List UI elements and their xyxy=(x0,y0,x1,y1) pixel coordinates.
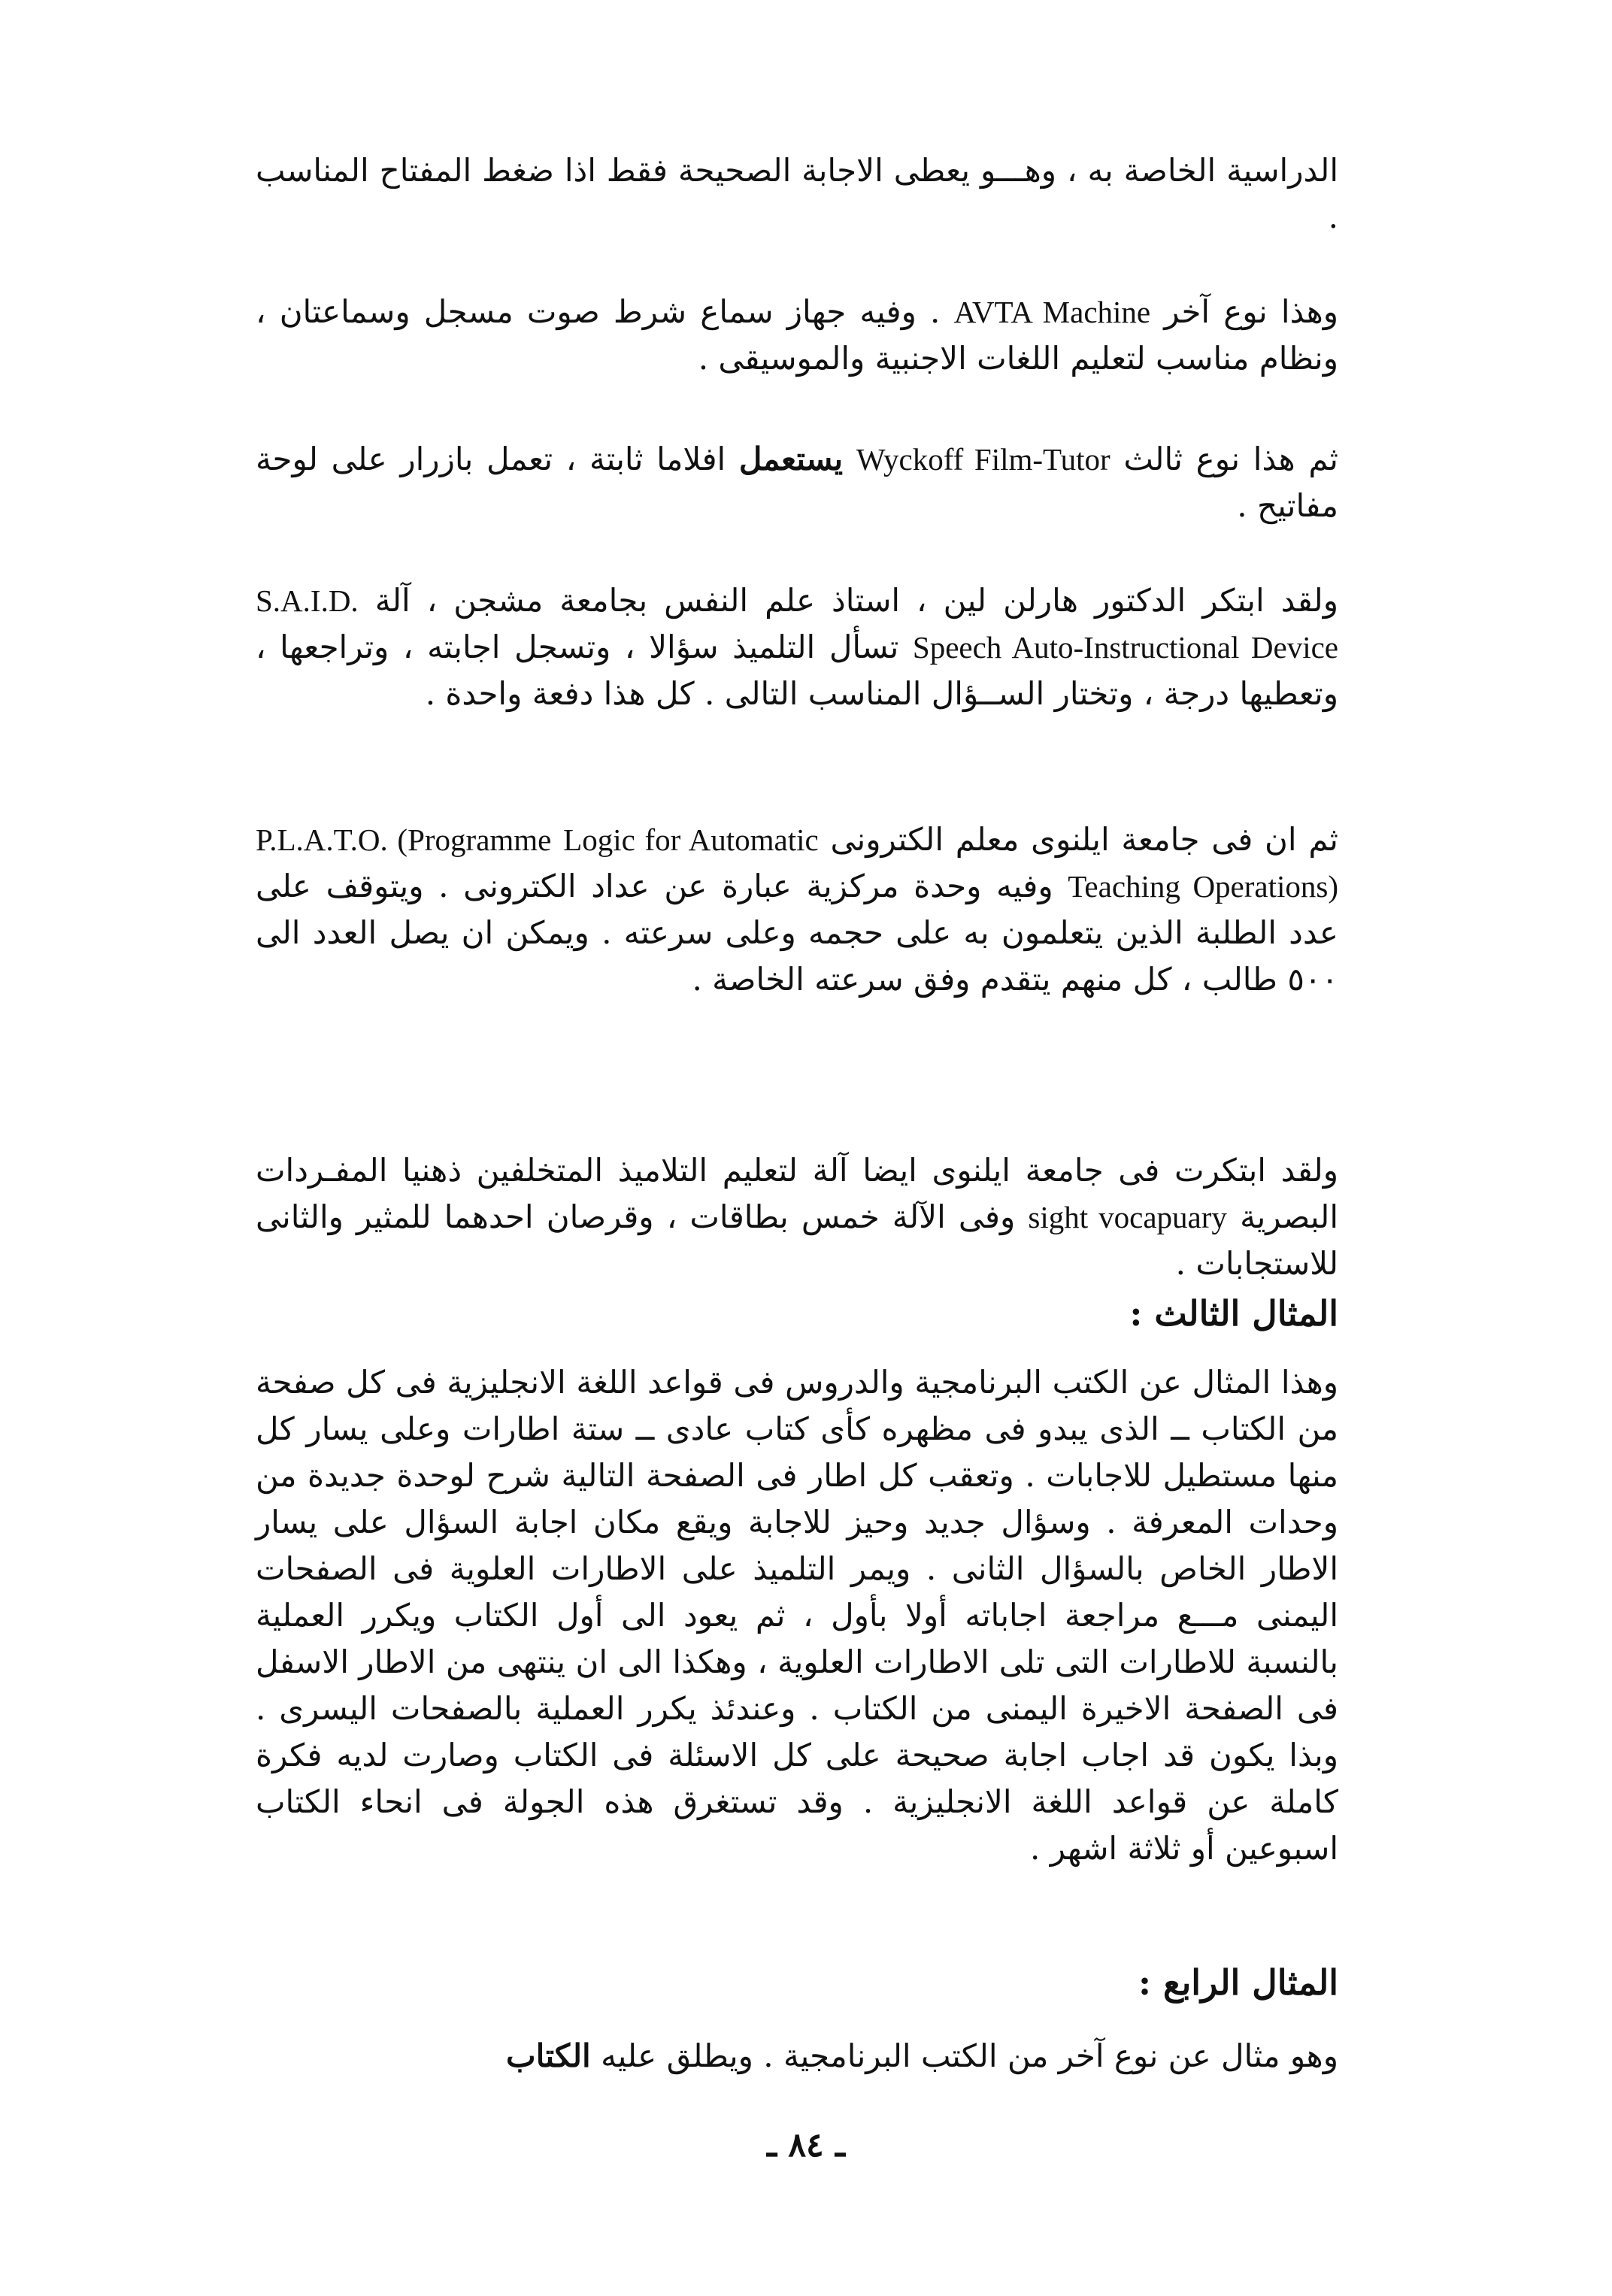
paragraph-1 xyxy=(256,147,1338,241)
paragraph-sight-vocabulary xyxy=(256,1147,1338,1287)
paragraph-sight-after: وفى الآلة خمس بطاقات ، وقرصان احدهما للمثير والثانى للاستجابات . xyxy=(256,1198,1338,1282)
paragraph-example-3-text: وهذا المثال عن الكتب البرنامجية والدروس فى قواعد اللغة الانجليزية فى كل صفحة من الكتاب ــ الذى يبدو فى مظهره كأى كتاب عادى ــ ستة اطارات وعلى يسار كل منها مستطيل للاجابات . وتعقب كل اطار فى الصفحة التالية شرح لوحدة جديدة من وحدات المعرفة . وسؤال جديد وحيز للاجابة ويقع مكان اجابة السؤال على يسار الاطار الخاص بالسؤال الثانى . ويمر التلميذ على الاطارات العلوية فى الصفحات اليمنى مـــع مراجعة اجاباته أولا بأول ، ثم يعود الى أول الكتاب ويكرر العملية بالنسبة للاطارات التى تلى الاطارات العلوية ، وهكذا الى ان ينتهى من الاطار الاسفل فى الصفحة الاخيرة اليمنى من الكتاب . وعندئذ يكرر العملية بالصفحات اليسرى . وبذا يكون قد اجاب اجابة صحيحة على كل الاسئلة فى الكتاب وصارت لديه فكرة كاملة عن قواعد اللغة الانجليزية . وقد تستغرق هذه الجولة فى انحاء الكتاب اسبوعين أو ثلاثة اشهر . xyxy=(256,1364,1338,1867)
paragraph-wyckoff-before: ثم هذا نوع ثالث xyxy=(1123,441,1338,477)
paragraph-1-text: الدراسية الخاصة به ، وهـــو يعطى الاجابة الصحيحة فقط اذا ضغط المفتاح المناسب . xyxy=(256,152,1338,235)
paragraph-example-3 xyxy=(256,1359,1338,1872)
paragraph-avta-after: . وفيه جهاز سماع شرط صوت مسجل وسماعتان ، ونظام مناسب لتعليم اللغات الاجنبية والموسيقى . xyxy=(256,293,1338,377)
said-device-term: S.A.I.D. Speech Auto-Instructional Device xyxy=(256,583,1338,665)
heading-example-4: المثال الرابع : xyxy=(1138,1962,1338,2003)
sight-vocapuary-term: sight vocapuary xyxy=(1028,1200,1227,1234)
paragraph-wyckoff xyxy=(256,436,1338,529)
paragraph-said xyxy=(256,577,1338,717)
paragraph-avta-before: وهذا نوع آخر xyxy=(1164,293,1338,330)
paragraph-said-before: ولقد ابتكر الدكتور هارلن لين ، استاذ علم النفس بجامعة مشجن ، آلة xyxy=(374,582,1338,619)
paragraph-example-4 xyxy=(256,2033,1338,2079)
paragraph-plato-before: ثم ان فى جامعة ايلنوى معلم الكترونى xyxy=(830,821,1338,858)
paragraph-example-4-before: وهو مثال عن نوع آخر من الكتب البرنامجية . ويطلق عليه xyxy=(601,2037,1338,2074)
avta-machine-term: AVTA Machine xyxy=(953,295,1151,329)
paragraph-plato-after: وفيه وحدة مركزية عبارة عن عداد الكترونى . ويتوقف على عدد الطلبة الذين يتعلمون به على حجمه وعلى سرعته . ويمكن ان يصل العدد الى ٥٠٠ طالب ، كل منهم يتقدم وفق سرعته الخاصة . xyxy=(256,868,1338,998)
plato-term-part1: P.L.A.T.O. (Programme xyxy=(256,822,552,857)
paragraph-avta xyxy=(256,289,1338,382)
paragraph-sight-before: ولقد ابتكرت فى جامعة ايلنوى ايضا آلة لتعليم التلاميذ المتخلفين ذهنيا المفـردات البصرية xyxy=(256,1152,1339,1235)
heading-example-3: المثال الثالث : xyxy=(1129,1293,1338,1334)
page-number: ـ ٨٤ ـ xyxy=(767,2126,845,2164)
paragraph-example-4-bold: الكتاب xyxy=(506,2037,591,2074)
paragraph-wyckoff-after: افلاما ثابتة ، تعمل بازرار على لوحة مفاتيح . xyxy=(256,441,1338,524)
paragraph-said-after: تسأل التلميذ سؤالا ، وتسجل اجابته ، وتراجعها ، وتعطيها درجة ، وتختار الســؤال المناسب التالى . كل هذا دفعة واحدة . xyxy=(256,629,1338,712)
paragraph-wyckoff-bold: يستعمل xyxy=(738,441,844,477)
plato-term-part2: Logic for Automatic Teaching Operations) xyxy=(563,822,1338,904)
wyckoff-film-tutor-term: Wyckoff Film-Tutor xyxy=(856,442,1111,477)
paragraph-plato xyxy=(256,816,1338,1003)
